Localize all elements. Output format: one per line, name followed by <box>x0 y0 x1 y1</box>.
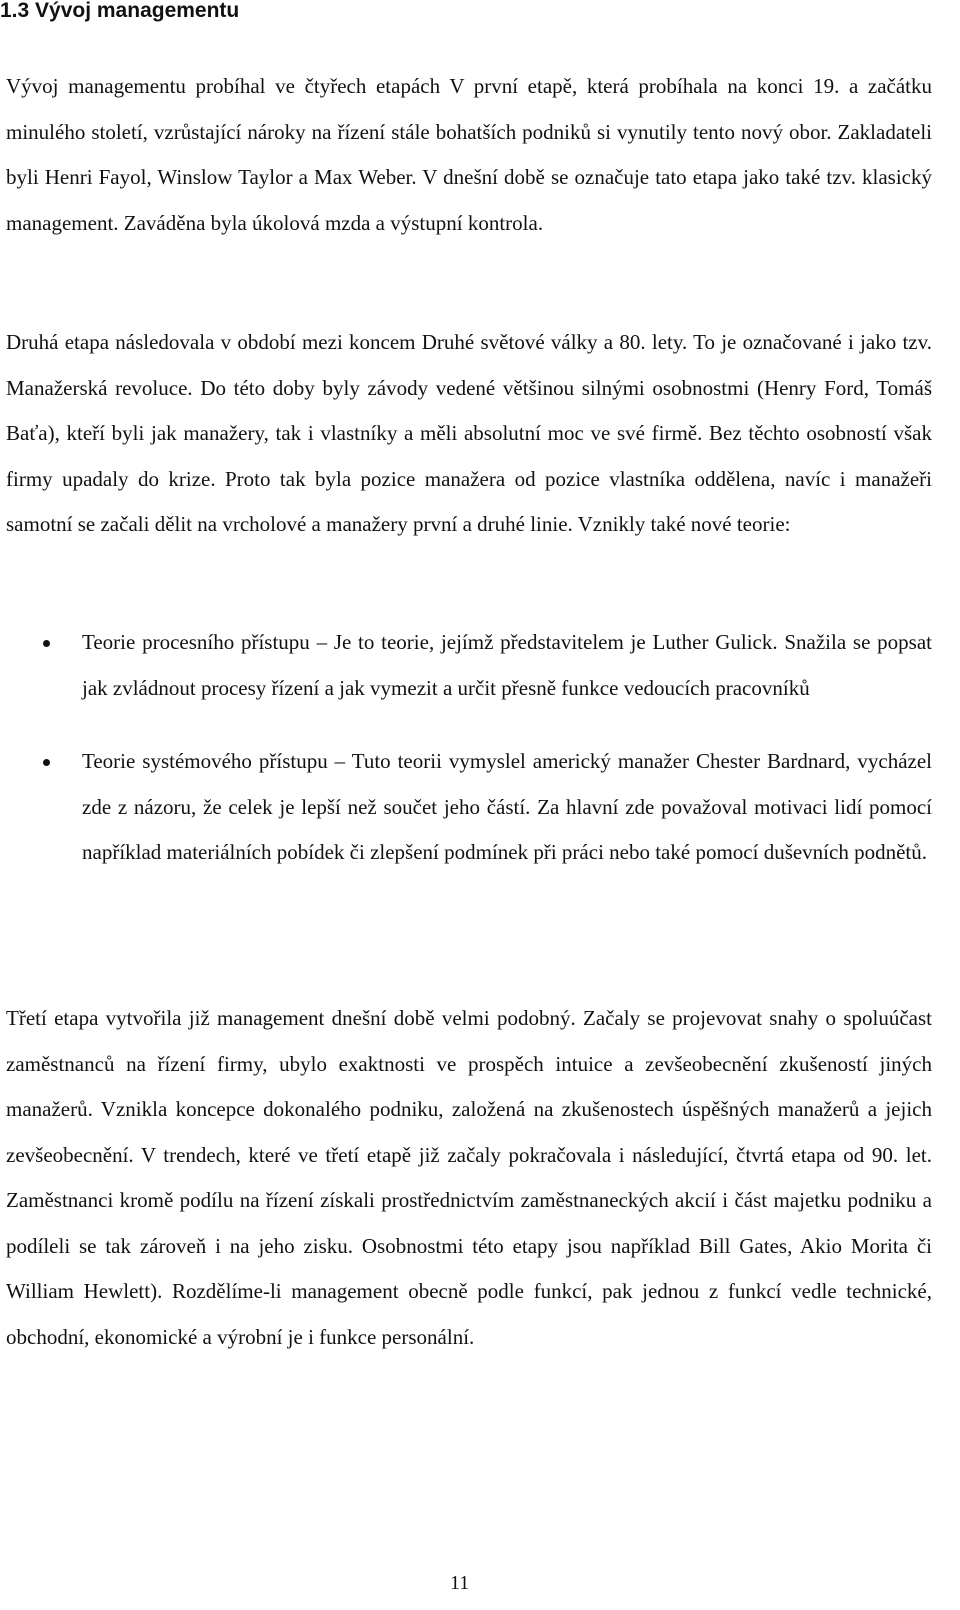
paragraph-third-stage: Třetí etapa vytvořila již management dnešní době velmi podobný. Začaly se projevovat snahy o spoluúčast zaměstnanců na řízení firmy, ubylo exaktnosti ve prospěch intuice a zevšeobecnění zkušeností jiných manažerů. Vznikla koncepce dokonalého podniku, založená na zkušenostech úspěšných manažerů a jejich zevšeobecnění. V trendech, které ve třetí etapě již začaly pokračovala i následující, čtvrtá etapa od 90. let. Zaměstnanci kromě podílu na řízení získali prostřednictvím zaměstnaneckých akcií i část majetku podniku a podíleli se tak zároveň i na jeho zisku. Osobnostmi této etapy jsou například Bill Gates, Akio Morita či William Hewlett). Rozdělíme-li management obecně podle funkcí, pak jednou z funkcí vedle technické, obchodní, ekonomické a výrobní je i funkce personální. <box>6 1006 932 1349</box>
paragraph-second-stage: Druhá etapa následovala v období mezi koncem Druhé světové války a 80. lety. To je označované i jako tzv. Manažerská revoluce. Do této doby byly závody vedené většinou silnými osobnostmi (Henry Ford, Tomáš Baťa), kteří byli jak manažery, tak i vlastníky a měli absolutní moc ve své firmě. Bez těchto osobností však firmy upadaly do krize. Proto tak byla pozice manažera od pozice vlastníka oddělena, navíc i manažeři samotní se začali dělit na vrcholové a manažery první a druhé linie. Vznikly také nové teorie: <box>6 330 932 536</box>
list-item-text: Teorie systémového přístupu – Tuto teorii vymyslel americký manažer Chester Bardnard, vycházel zde z názoru, že celek je lepší než součet jeho částí. Za hlavní zde považoval motivaci lidí pomocí například materiálních pobídek či zlepšení podmínek při práci nebo také pomocí duševních podnětů. <box>82 749 932 864</box>
bullet-icon <box>43 640 50 647</box>
bullet-icon <box>43 759 50 766</box>
list-item-process-theory <box>0 620 932 711</box>
section-heading: 1.3 Vývoj managementu <box>0 0 240 22</box>
paragraph-first-stage: Vývoj managementu probíhal ve čtyřech etapách V první etapě, která probíhala na konci 19. a začátku minulého století, vzrůstající nároky na řízení stále bohatších podniků si vynutily tento nový obor. Zakladateli byli Henri Fayol, Winslow Taylor a Max Weber. V dnešní době se označuje tato etapa jako také tzv. klasický management. Zaváděna byla úkolová mzda a výstupní kontrola. <box>6 74 932 235</box>
page-number: 11 <box>450 1572 470 1594</box>
theory-list <box>0 620 932 876</box>
list-item-system-theory <box>0 739 932 876</box>
list-item-text: Teorie procesního přístupu – Je to teorie, jejímž představitelem je Luther Gulick. Snažila se popsat jak zvládnout procesy řízení a jak vymezit a určit přesně funkce vedoucích pracovníků <box>82 630 932 700</box>
